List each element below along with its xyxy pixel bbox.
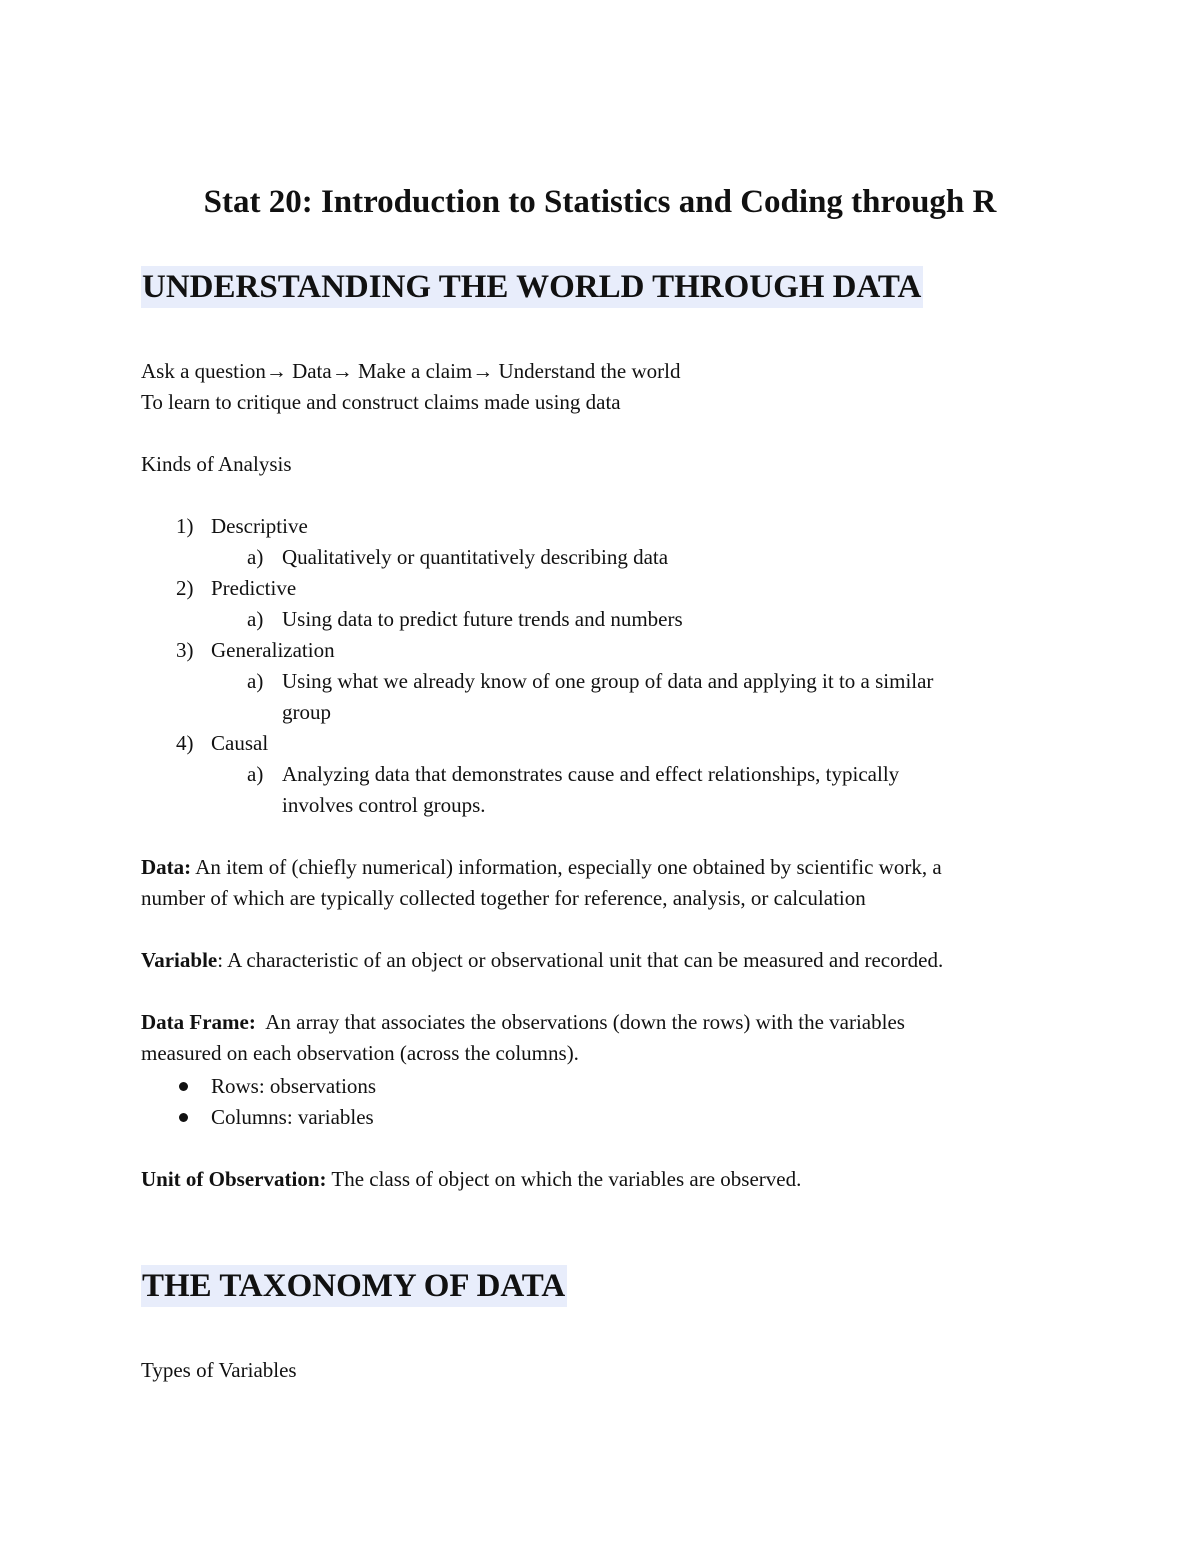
section-heading-understanding: UNDERSTANDING THE WORLD THROUGH DATA	[141, 266, 923, 308]
definition-data-frame	[141, 1007, 905, 1038]
definition-text: An array that associates the observations (down the rows) with the variables	[255, 1010, 905, 1034]
definition-term: Variable	[141, 948, 218, 972]
sub-item-marker: a)	[247, 762, 264, 786]
section-heading-taxonomy: THE TAXONOMY OF DATA	[141, 1265, 567, 1307]
list-item-label: Generalization	[211, 638, 335, 662]
list-item-number: 2)	[176, 576, 194, 600]
bullet-text: Columns: variables	[211, 1105, 374, 1129]
definition-term: Data:	[141, 855, 192, 879]
sub-item-text-continued: group	[282, 700, 331, 724]
definition-data-frame-continued: measured on each observation (across the columns).	[141, 1041, 579, 1065]
definition-text: The class of object on which the variables are observed.	[326, 1167, 802, 1191]
definition-term: Unit of Observation:	[141, 1167, 327, 1191]
bullet-text: Rows: observations	[211, 1074, 377, 1098]
list-item-number: 3)	[176, 638, 194, 662]
definition-text: : A characteristic of an object or observational unit that can be measured and recorded.	[217, 948, 944, 972]
kinds-of-analysis-heading: Kinds of Analysis	[141, 452, 292, 476]
sub-item-text: Using what we already know of one group of data and applying it to a similar	[282, 669, 934, 693]
bullet-icon	[179, 1113, 188, 1122]
sub-item-marker: a)	[247, 607, 264, 631]
list-item-label: Causal	[211, 731, 269, 755]
list-item-label: Predictive	[211, 576, 297, 600]
course-goal-line: To learn to critique and construct claims made using data	[141, 390, 621, 414]
list-item-label: Descriptive	[211, 514, 308, 538]
document-title: Stat 20: Introduction to Statistics and Coding through R	[203, 184, 997, 220]
sub-item-text: Using data to predict future trends and numbers	[282, 607, 683, 631]
types-of-variables-heading: Types of Variables	[141, 1358, 297, 1382]
sub-item-text: Qualitatively or quantitatively describing data	[282, 545, 669, 569]
bullet-icon	[179, 1082, 188, 1091]
list-item-number: 1)	[176, 514, 194, 538]
definition-variable	[141, 945, 943, 976]
sub-item-marker: a)	[247, 545, 264, 569]
sub-item-marker: a)	[247, 669, 264, 693]
sub-item-text: Analyzing data that demonstrates cause and effect relationships, typically	[282, 762, 900, 786]
analysis-flow-line: Ask a question→ Data→ Make a claim→ Understand the world	[141, 359, 681, 383]
definition-term: Data Frame:	[141, 1010, 256, 1034]
definition-data	[141, 852, 942, 883]
definition-unit-of-observation	[141, 1164, 801, 1195]
definition-text: An item of (chiefly numerical) information, especially one obtained by scientific work, a	[191, 855, 942, 879]
definition-data-continued: number of which are typically collected together for reference, analysis, or calculation	[141, 886, 866, 910]
list-item-number: 4)	[176, 731, 194, 755]
sub-item-text-continued: involves control groups.	[282, 793, 486, 817]
